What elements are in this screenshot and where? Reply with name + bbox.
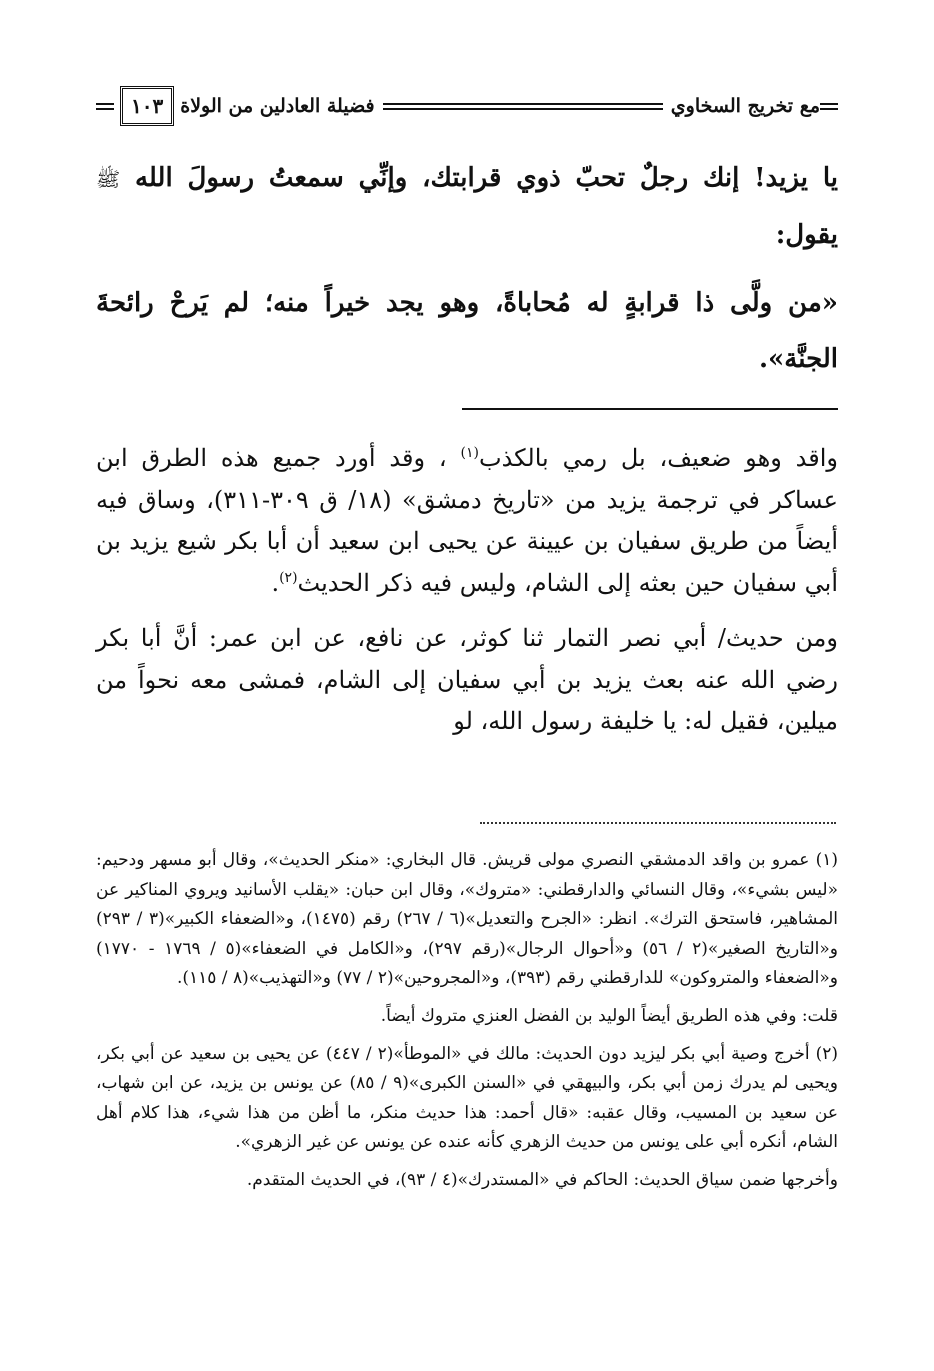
quote-line: يا يزيد! إنك رجلٌ تحبّ ذوي قرابتك، وإنِّي سمعتُ رسولَ الله	[134, 163, 838, 193]
footnote-2: (٢) أخرج وصية أبي بكر ليزيد دون الحديث: مالك في «الموطأ»(٢ / ٤٤٧) عن يحيى بن سعيد عن أبي بكر، ويحيى لم يدرك زمن أبي بكر، والبيهقي في «السنن الكبرى»(٩ / ٨٥) عن يونس بن يزيد، عن ابن شهاب، عن سعيد بن المسيب، وقال عقبه: «قال أحمد: هذا حديث منكر، ما أظن من هذا شيء، هذا كلام أهل الشام، أنكره أبي على يونس من حديث الزهري كأنه عنده عن يونس عن غير الزهري».	[96, 1043, 838, 1153]
hadith-text: «من ولَّى ذا قرابةٍ له مُحاباةً، وهو يجد خيراً منه؛ لم يَرحْ رائحةَ الجنَّة».	[96, 288, 838, 374]
text-run: .	[271, 568, 280, 597]
commentary-paragraph-2: ومن حديث/ أبي نصر التمار ثنا كوثر، عن نافع، عن ابن عمر: أنَّ أبا بكر رضي الله عنه بعث يزيد بن أبي سفيان إلى الشام، فمشى معه نحواً من ميلين، فقيل له: يا خليفة رسول الله، لو	[96, 624, 839, 735]
salla-glyph: ﷺ	[96, 167, 121, 191]
header-rule-right	[820, 103, 838, 110]
header-rule-middle	[383, 103, 663, 110]
footnote-ref-2: (٢)	[279, 569, 298, 586]
commentary	[96, 438, 838, 743]
header-rule-left	[96, 103, 114, 110]
footnote-separator	[480, 822, 836, 824]
footnote-1-note: قلت: وفي هذه الطريق أيضاً الوليد بن الفضل العنزي متروك أيضاً.	[380, 1005, 838, 1026]
quoted-passage	[96, 150, 838, 387]
book-title: مع تخريج السخاوي	[670, 95, 820, 117]
quote-line-end: يقول:	[775, 220, 838, 250]
footnote-ref-1: (١)	[460, 445, 479, 461]
text-run: واقد وهو ضعيف، بل رمي بالكذب	[478, 444, 838, 472]
page-number: ١٠٣	[120, 86, 174, 126]
quote-intro	[96, 150, 838, 263]
footnotes	[96, 846, 838, 1196]
running-header	[96, 84, 838, 128]
footnote-1: (١) عمرو بن واقد الدمشقي النصري مولى قريش. قال البخاري: «منكر الحديث»، وقال أبو مسهر ودحيم: «ليس بشيء»، وقال النسائي والدارقطني: «متروك»، وقال ابن حبان: «يقلب الأسانيد ويروي المناكير عن المشاهير، فاستحق الترك». انظر: «الجرح والتعديل»(٦ / ٢٦٧) رقم (١٤٧٥)، و«الضعفاء الكبير»(٣ / ٢٩٣) و«التاريخ الصغير»(٢ / ٥٦) و«أحوال الرجال»(رقم ٢٩٧)، و«الكامل في الضعفاء»(٥ / ١٧٦٩ - ١٧٧٠) و«الضعفاء والمتروكون» للدارقطني رقم (٣٩٣)، و«المجروحين»(٢ / ٧٧) و«التهذيب»(٨ / ١١٥).	[96, 850, 839, 989]
section-divider	[462, 408, 838, 410]
footnote-2-note: وأخرجها ضمن سياق الحديث: الحاكم في «المستدرك»(٤ / ٩٣)، في الحديث المتقدم.	[246, 1169, 838, 1190]
chapter-title: فضيلة العادلين من الولاة	[180, 95, 375, 117]
text-run: ، وقد أورد جميع هذه الطرق ابن عساكر في ترجمة يزيد من «تاريخ دمشق» (١٨/ ق ٣٠٩-٣١١)، وساق فيه أيضاً من طريق سفيان بن عيينة عن يحيى ابن سعيد أن أبا بكر شيع يزيد بن أبي سفيان حين بعثه إلى الشام، وليس فيه ذكر الحديث	[96, 444, 838, 597]
commentary-paragraph-1	[96, 438, 838, 604]
